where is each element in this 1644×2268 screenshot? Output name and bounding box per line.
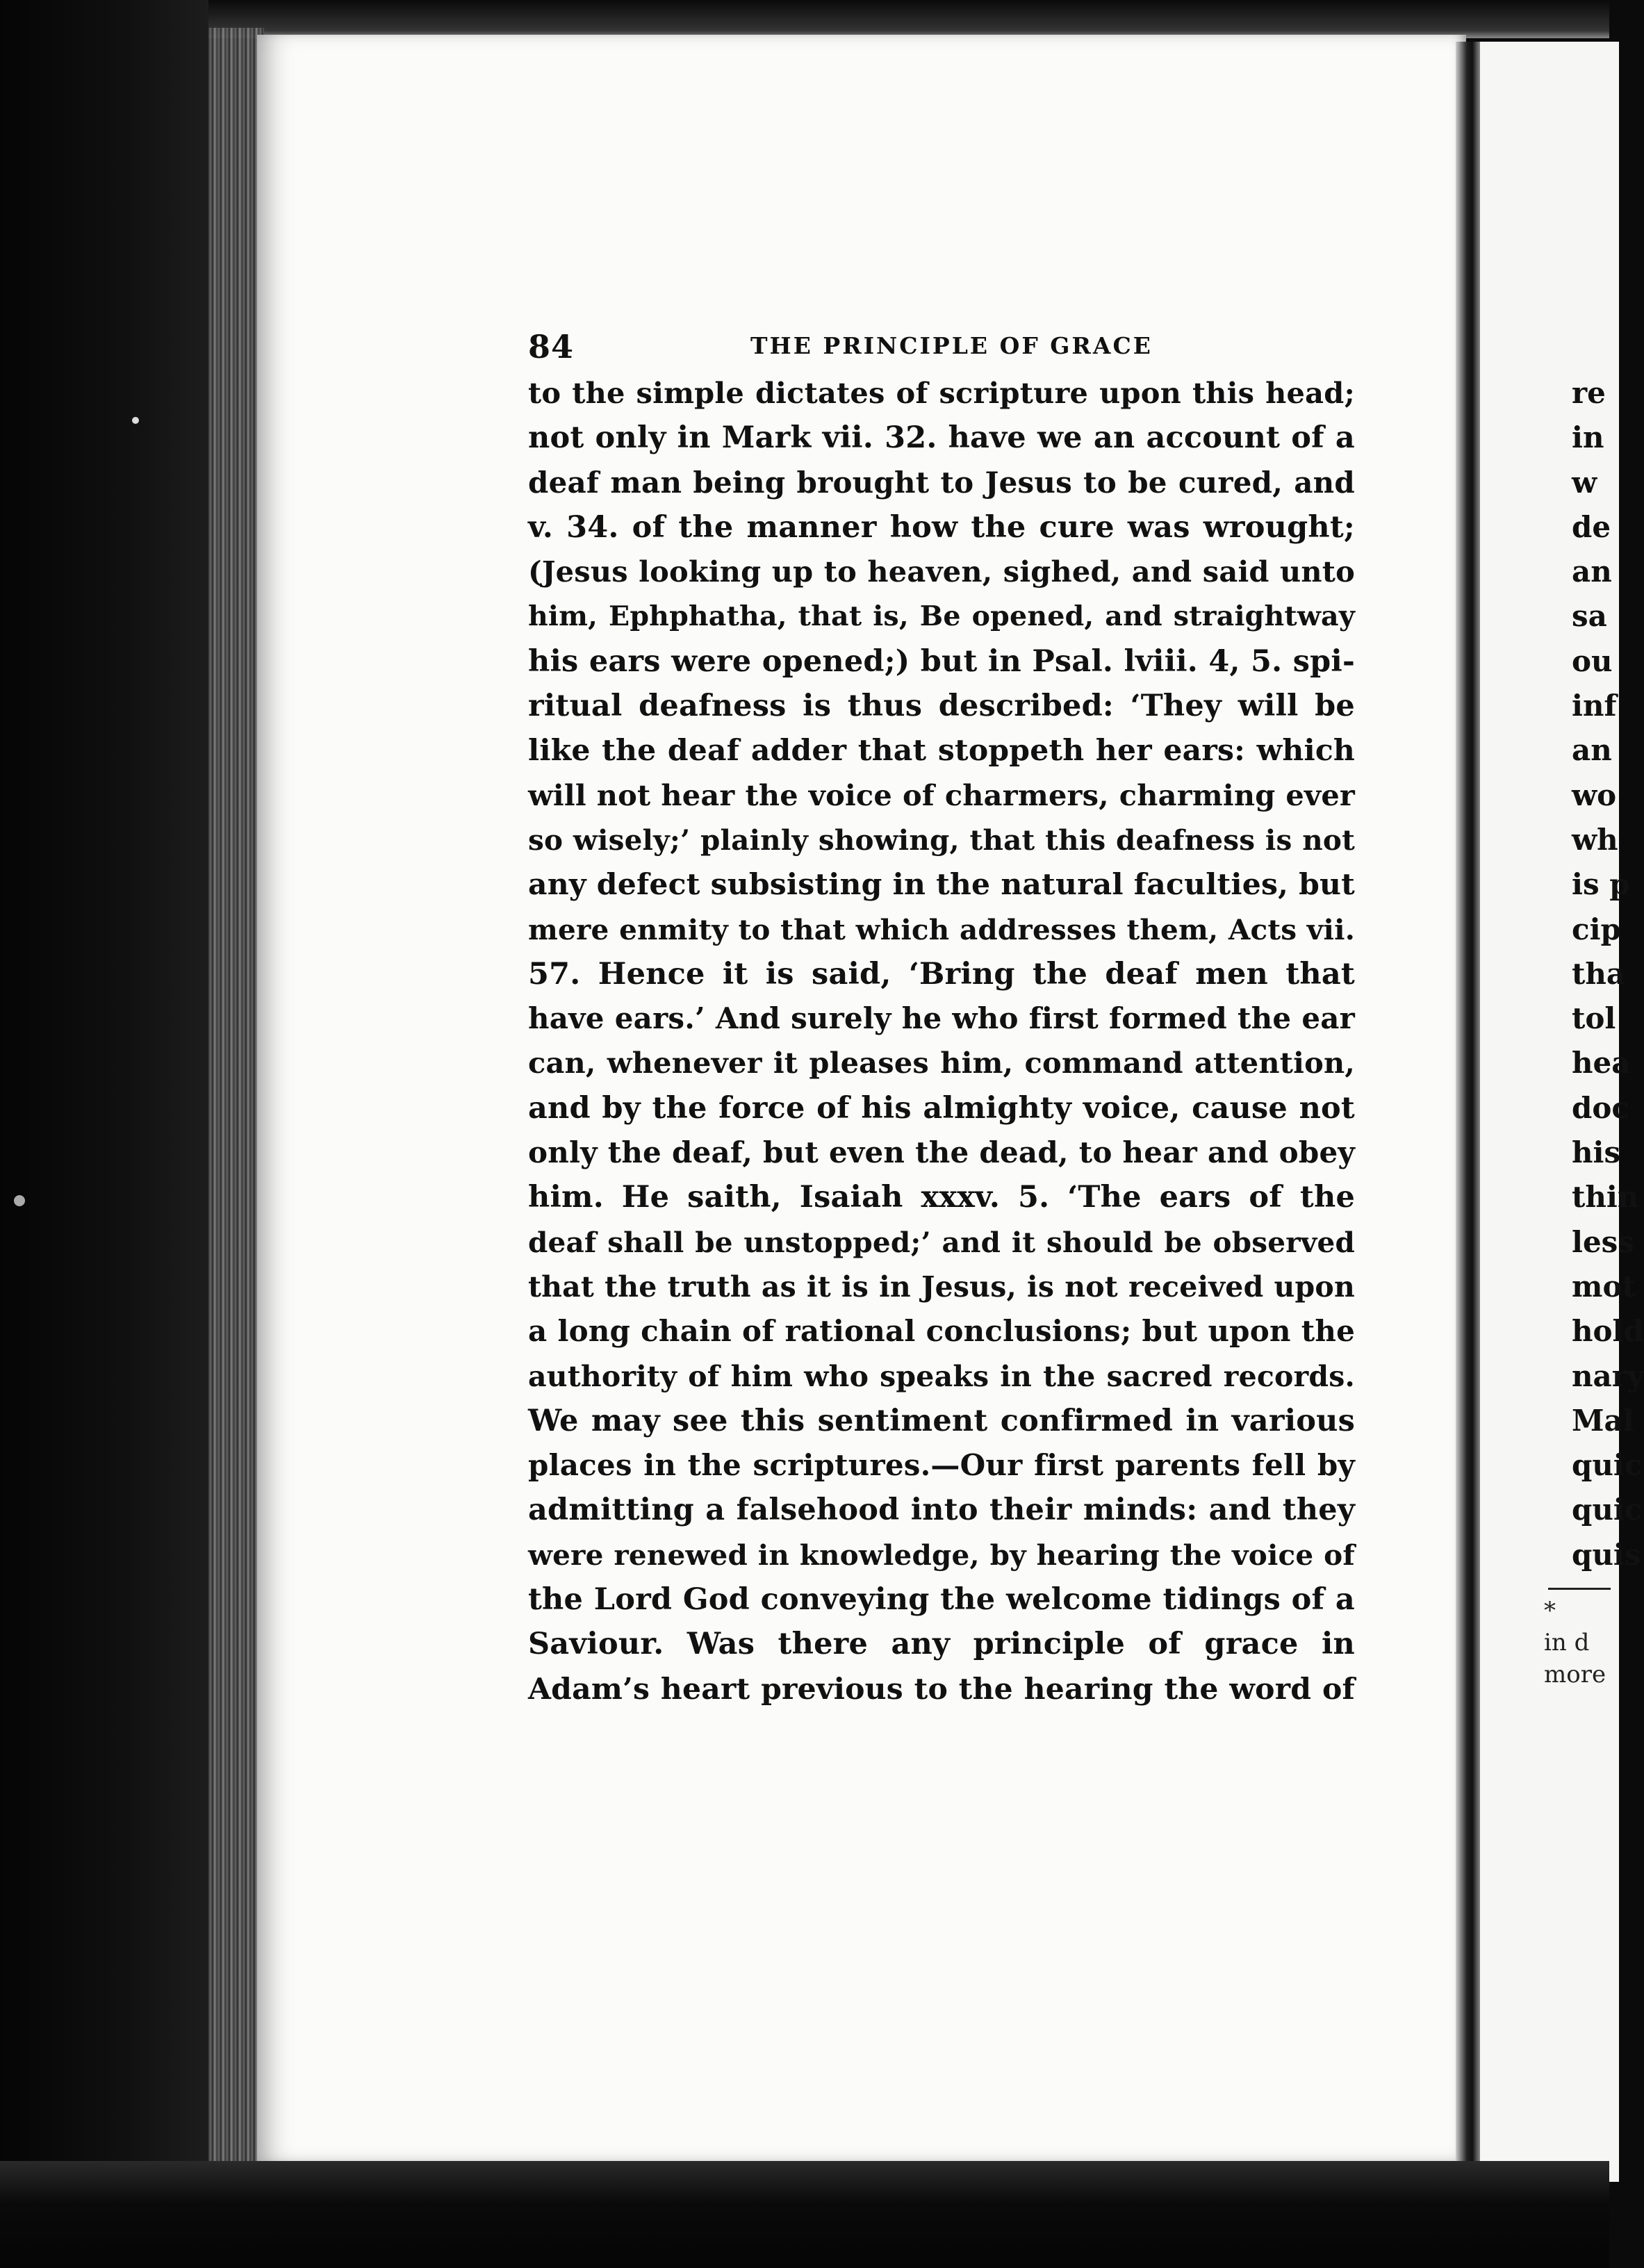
text-line: have ears.’ And surely he who first formed the ear — [528, 1001, 1355, 1036]
text-line: only the deaf, but even the dead, to hear and obey — [528, 1135, 1355, 1170]
facing-text-fragment: an — [1572, 733, 1612, 768]
footnote-fragment: more — [1544, 1661, 1606, 1688]
facing-text-fragment: hea — [1572, 1046, 1631, 1080]
facing-text-fragment: tha — [1572, 956, 1626, 991]
text-line: deaf shall be unstopped;’ and it should be observed — [528, 1225, 1355, 1259]
book-gutter — [1456, 42, 1483, 2168]
scan-speck — [132, 417, 139, 424]
facing-text-fragment: in — [1572, 420, 1604, 455]
facing-text-fragment: de — [1572, 509, 1611, 544]
scan-left-border — [0, 0, 208, 2268]
footnote-rule — [1548, 1588, 1611, 1590]
footnote-fragment: in d — [1544, 1629, 1590, 1657]
running-title: THE PRINCIPLE OF GRACE — [750, 332, 1153, 359]
facing-text-fragment: his — [1572, 1135, 1621, 1170]
footnote-fragment: * — [1544, 1597, 1556, 1625]
facing-text-fragment: hold — [1572, 1314, 1644, 1349]
facing-text-fragment: wo — [1572, 778, 1617, 812]
facing-text-fragment: sa — [1572, 599, 1607, 634]
text-line: can, whenever it pleases him, command attention, — [528, 1046, 1355, 1080]
text-line: that the truth as it is in Jesus, is not received upon — [528, 1269, 1355, 1304]
text-line: not only in Mark vii. 32. have we an account of a — [528, 420, 1355, 456]
text-line: mere enmity to that which addresses them, Acts vii. — [528, 912, 1355, 946]
facing-text-fragment: cip — [1572, 912, 1621, 946]
facing-text-fragment: mot — [1572, 1269, 1636, 1304]
text-line: a long chain of rational conclusions; but upon the — [528, 1314, 1355, 1349]
page-edge-stack — [208, 28, 264, 2168]
facing-text-fragment: inf — [1572, 689, 1617, 723]
facing-text-fragment: quic — [1572, 1448, 1643, 1483]
page-number: 84 — [528, 328, 575, 365]
facing-page-footnote — [1544, 1595, 1613, 1691]
facing-text-fragment: an — [1572, 554, 1612, 589]
running-header — [528, 328, 1355, 370]
text-line: will not hear the voice of charmers, charming ever — [528, 778, 1355, 812]
scan-top-border — [208, 0, 1609, 38]
text-line: We may see this sentiment confirmed in various — [528, 1403, 1355, 1438]
facing-text-fragment: wh — [1572, 822, 1618, 857]
text-line: his ears were opened;) but in Psal. lviii. 4, 5. spi- — [528, 643, 1355, 679]
text-line: like the deaf adder that stoppeth her ears: which — [528, 733, 1355, 769]
text-line: the Lord God conveying the welcome tidings of a — [528, 1582, 1355, 1618]
text-line: authority of him who speaks in the sacred records. — [528, 1359, 1355, 1393]
facing-text-fragment: w — [1572, 465, 1597, 500]
text-line: him. He saith, Isaiah xxxv. 5. ‘The ears of the — [528, 1180, 1355, 1215]
facing-text-fragment: nary — [1572, 1358, 1644, 1393]
text-line: so wisely;’ plainly showing, that this deafness is not — [528, 823, 1355, 857]
facing-text-fragment: quis — [1572, 1537, 1641, 1572]
text-line: any defect subsisting in the natural faculties, but — [528, 867, 1355, 903]
text-line: (Jesus looking up to heaven, sighed, and said unto — [528, 554, 1355, 589]
text-line: and by the force of his almighty voice, cause not — [528, 1090, 1355, 1126]
text-line: Adam’s heart previous to the hearing the word of — [528, 1671, 1355, 1707]
facing-text-fragment: ou — [1572, 643, 1613, 678]
scan-bottom-border — [0, 2161, 1609, 2268]
text-line: to the simple dictates of scripture upon this head; — [528, 376, 1355, 410]
text-line: him, Ephphatha, that is, Be opened, and straightway — [528, 600, 1355, 633]
text-line: v. 34. of the manner how the cure was wrought; — [528, 509, 1355, 545]
facing-text-fragment: thin — [1572, 1180, 1639, 1215]
body-text — [528, 371, 1355, 1711]
facing-text-fragment: tol — [1572, 1001, 1616, 1036]
facing-text-fragment: re — [1572, 376, 1606, 410]
text-line: deaf man being brought to Jesus to be cured, and — [528, 465, 1355, 500]
scan-speck — [14, 1195, 25, 1206]
text-line: were renewed in knowledge, by hearing the voice of — [528, 1538, 1355, 1572]
text-line: admitting a falsehood into their minds: and they — [528, 1493, 1355, 1528]
facing-text-fragment: Mal — [1572, 1403, 1634, 1438]
facing-text-fragment: doc — [1572, 1090, 1629, 1125]
facing-text-fragment: is p — [1572, 867, 1630, 902]
facing-page-text — [1572, 371, 1644, 1577]
facing-text-fragment: less — [1572, 1224, 1634, 1259]
text-line: Saviour. Was there any principle of grace in — [528, 1627, 1355, 1662]
text-line: ritual deafness is thus described: ‘They will be — [528, 689, 1355, 724]
facing-text-fragment: quic — [1572, 1493, 1643, 1527]
text-line: places in the scriptures.—Our first parents fell by — [528, 1448, 1355, 1483]
text-line: 57. Hence it is said, ‘Bring the deaf men that — [528, 956, 1355, 992]
